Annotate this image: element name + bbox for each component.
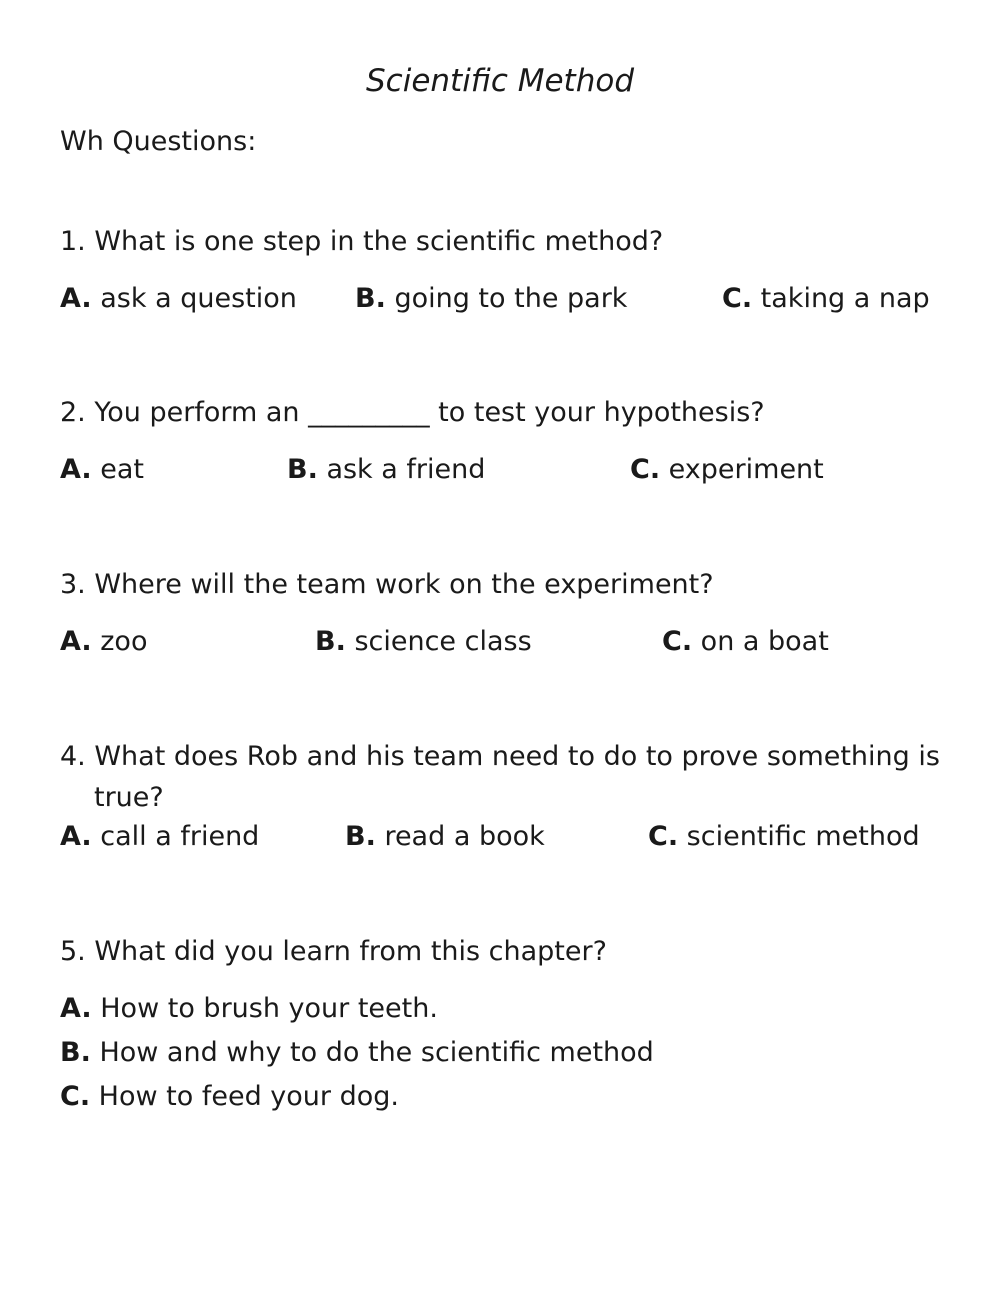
option-text: eat — [100, 454, 144, 485]
q1-option-b[interactable] — [355, 285, 627, 312]
question-3: 3. Where will the team work on the experiment? — [60, 569, 714, 600]
option-text: on a boat — [700, 626, 829, 657]
q2-option-c[interactable] — [630, 456, 824, 483]
option-text: How to brush your teeth. — [100, 993, 438, 1024]
page-title: Scientific Method — [365, 63, 634, 99]
option-text: ask a friend — [326, 454, 486, 485]
option-letter: C. — [662, 626, 693, 657]
option-text: scientific method — [686, 821, 920, 852]
option-text: How and why to do the scientific method — [99, 1037, 654, 1068]
option-text: science class — [354, 626, 532, 657]
question-2: 2. You perform an _________ to test your hypothesis? — [60, 397, 765, 428]
q4-option-c[interactable] — [648, 823, 920, 850]
section-heading: Wh Questions: — [60, 126, 257, 157]
option-letter: C. — [648, 821, 679, 852]
option-letter: B. — [355, 283, 386, 314]
question-4-continued: true? — [94, 782, 164, 813]
q1-option-a[interactable] — [60, 285, 297, 312]
q5-option-c[interactable] — [60, 1083, 399, 1110]
q3-option-b[interactable] — [315, 628, 532, 655]
option-letter: A. — [60, 283, 92, 314]
option-letter: B. — [345, 821, 376, 852]
option-letter: B. — [60, 1037, 91, 1068]
question-5: 5. What did you learn from this chapter? — [60, 936, 607, 967]
q3-option-a[interactable] — [60, 628, 147, 655]
option-text: taking a nap — [760, 283, 930, 314]
option-text: going to the park — [394, 283, 628, 314]
q2-option-b[interactable] — [287, 456, 485, 483]
option-letter: A. — [60, 454, 92, 485]
option-letter: B. — [315, 626, 346, 657]
q5-option-a[interactable] — [60, 995, 438, 1022]
q5-option-b[interactable] — [60, 1039, 654, 1066]
option-letter: A. — [60, 993, 92, 1024]
option-letter: C. — [722, 283, 753, 314]
option-letter: A. — [60, 821, 92, 852]
option-letter: C. — [60, 1081, 91, 1112]
q4-option-a[interactable] — [60, 823, 259, 850]
q3-option-c[interactable] — [662, 628, 829, 655]
option-text: ask a question — [100, 283, 297, 314]
option-letter: A. — [60, 626, 92, 657]
q4-option-b[interactable] — [345, 823, 545, 850]
option-text: How to feed your dog. — [98, 1081, 399, 1112]
option-letter: C. — [630, 454, 661, 485]
q1-option-c[interactable] — [722, 285, 930, 312]
option-text: call a friend — [100, 821, 260, 852]
question-4: 4. What does Rob and his team need to do to prove something is — [60, 741, 940, 772]
option-text: read a book — [384, 821, 545, 852]
option-text: zoo — [100, 626, 148, 657]
option-letter: B. — [287, 454, 318, 485]
q2-option-a[interactable] — [60, 456, 144, 483]
option-text: experiment — [668, 454, 824, 485]
question-1: 1. What is one step in the scientific method? — [60, 226, 664, 257]
